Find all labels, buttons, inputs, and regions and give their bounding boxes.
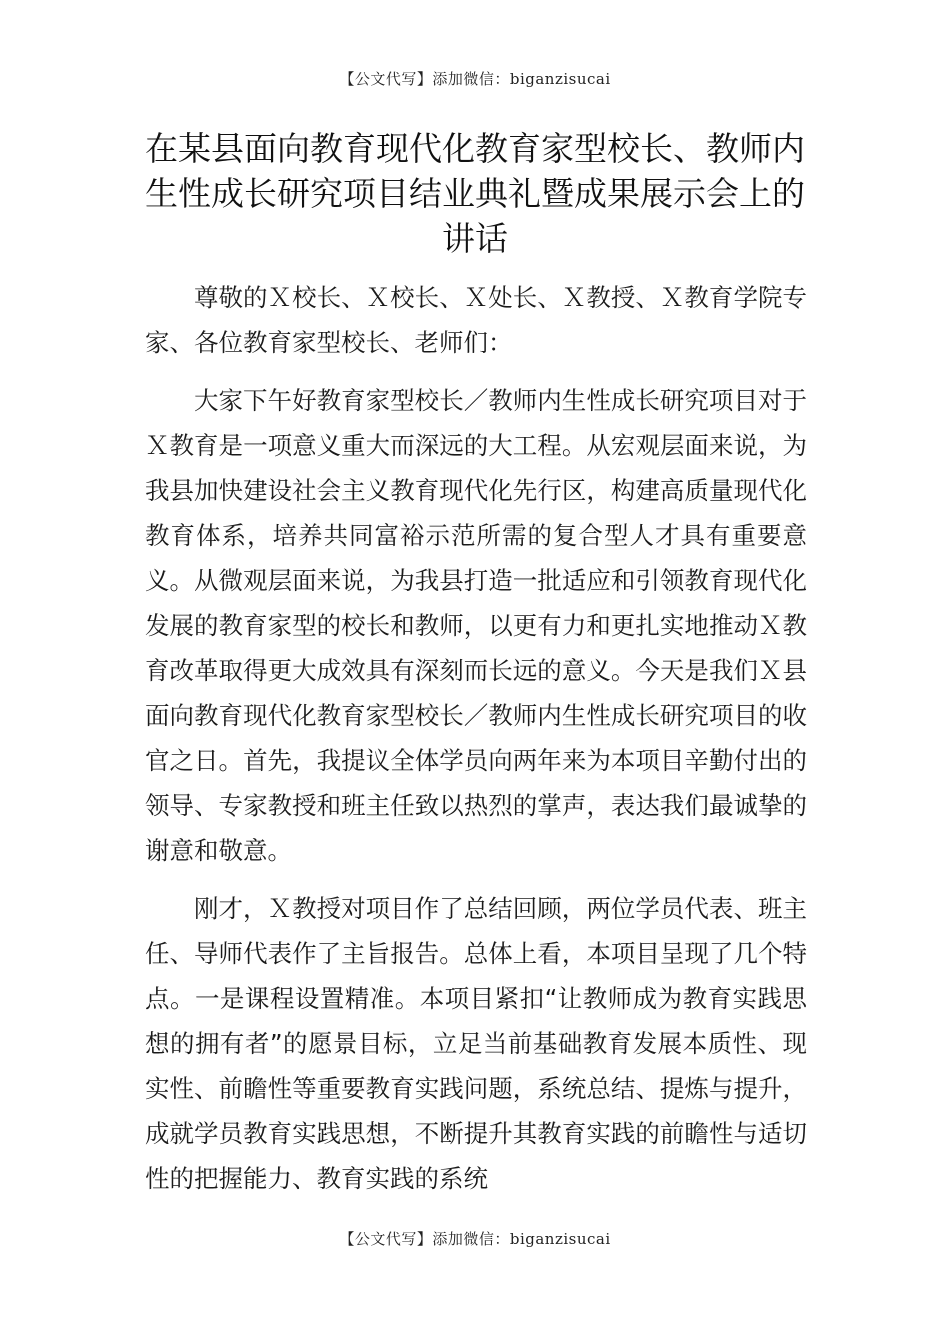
salutation-paragraph: 尊敬的Ｘ校长、Ｘ校长、Ｘ处长、Ｘ教授、Ｘ教育学院专家、各位教育家型校长、老师们： <box>145 283 807 357</box>
body-paragraph: 刚才，Ｘ教授对项目作了总结回顾，两位学员代表、班主任、导师代表作了主旨报告。总体上看，本项目呈现了几个特点。一是课程设置精准。本项目紧扣“让教师成为教育实践思想的拥有者”的愿景目标，立足当前基础教育发展本质性、现实性、前瞻性等重要教育实践问题，系统总结、提炼与提升，成就学员教育实践思想，不断提升其教育实践的前瞻性与适切性的把握能力、教育实践的系统 <box>145 894 807 1193</box>
body-paragraph: 大家下午好教育家型校长／教师内生性成长研究项目对于Ｘ教育是一项意义重大而深远的大工程。从宏观层面来说，为我县加快建设社会主义教育现代化先行区，构建高质量现代化教育体系，培养共同富裕示范所需的复合型人才具有重要意义。从微观层面来说，为我县打造一批适应和引领教育现代化发展的教育家型的校长和教师，以更有力和更扎实地推动Ｘ教育改革取得更大成效具有深刻而长远的意义。今天是我们Ｘ县面向教育现代化教育家型校长／教师内生性成长研究项目的收官之日。首先，我提议全体学员向两年来为本项目辛勤付出的领导、专家教授和班主任致以热烈的掌声，表达我们最诚挚的谢意和敬意。 <box>145 386 807 865</box>
page-header: 【公文代写】添加微信：biganzisucai <box>339 70 611 88</box>
page-footer: 【公文代写】添加微信：biganzisucai <box>339 1230 611 1248</box>
document-body <box>145 275 807 1214</box>
document-title: 在某县面向教育现代化教育家型校长、教师内生性成长研究项目结业典礼暨成果展示会上的讲话 <box>145 129 805 258</box>
